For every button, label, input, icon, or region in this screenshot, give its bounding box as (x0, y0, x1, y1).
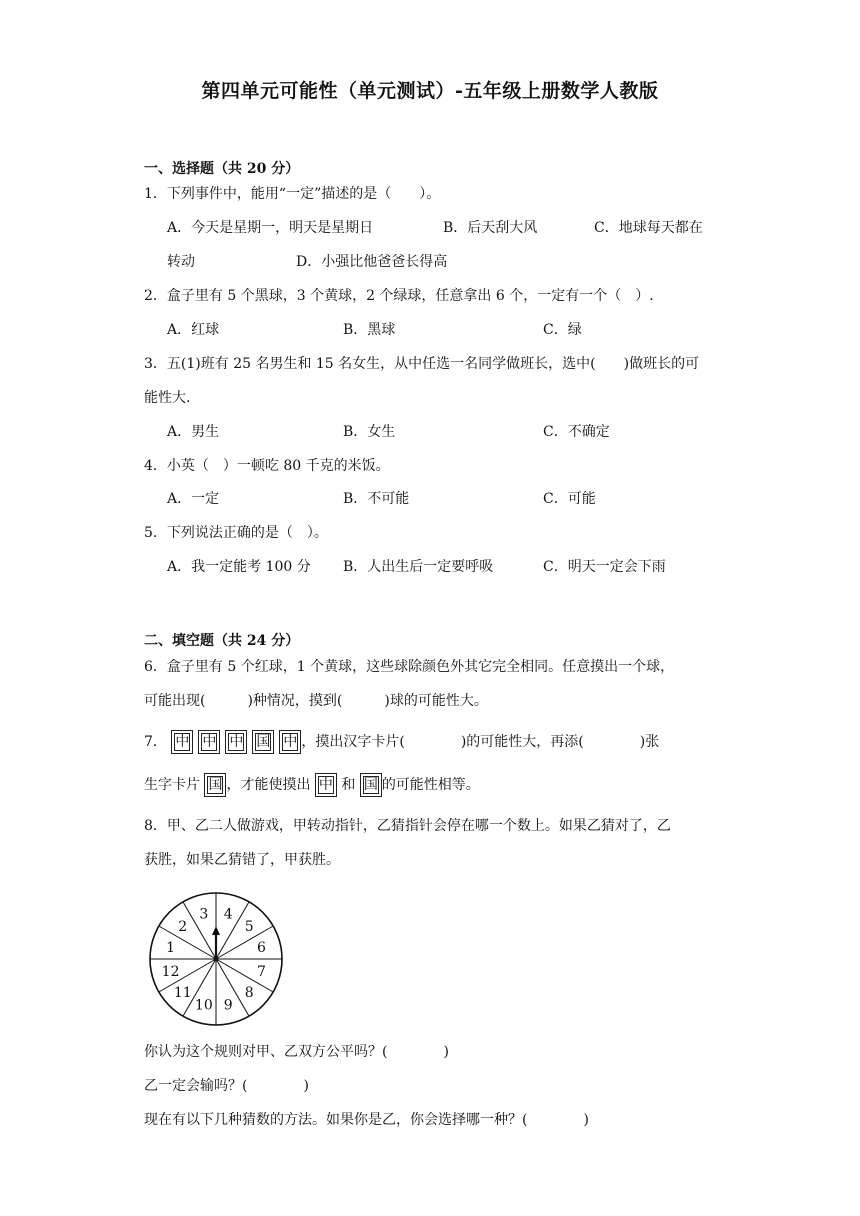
q7-card-3: 中 (225, 730, 247, 754)
q7-line1 (144, 729, 659, 755)
q2-option-b: B．黑球 (343, 322, 396, 338)
spinner-number: 8 (244, 985, 254, 1002)
q7-text3: ，才能使摸出 (226, 777, 311, 793)
q5-option-b: B．人出生后一定要呼吸 (343, 559, 494, 575)
q8-ask2: 乙一定会输吗？( ) (144, 1078, 309, 1094)
spinner-number: 2 (178, 918, 188, 935)
q7-text4: 和 (341, 777, 356, 793)
q1-option-b: B．后天刮大风 (443, 220, 538, 236)
q4-option-a: A．一定 (167, 491, 220, 507)
q7-card-5: 中 (279, 730, 301, 754)
q7-card-2: 中 (198, 730, 220, 754)
spinner-number: 10 (194, 997, 213, 1014)
spinner-hub (214, 957, 219, 962)
q7-text1: ，摸出汉字卡片( )的可能性大，再添( )张 (301, 734, 660, 750)
spinner-number: 5 (244, 918, 254, 935)
spinner-wheel (146, 889, 286, 1029)
spinner-number: 4 (223, 906, 233, 923)
q8-ask3: 现在有以下几种猜数的方法。如果你是乙，你会选择哪一种？( ) (144, 1112, 589, 1128)
section-heading-fill: 二、填空题（共 24 分） (144, 633, 300, 649)
q7-text5: 的可能性相等。 (381, 777, 480, 793)
q5-stem: 5．下列说法正确的是（ ）。 (144, 525, 328, 541)
q4-stem: 4．小英（ ）一顿吃 80 千克的米饭。 (144, 458, 390, 474)
q4-option-c: C．可能 (543, 491, 596, 507)
q6-line2: 可能出现( )种情况，摸到( )球的可能性大。 (144, 693, 488, 709)
q1-option-d: D．小强比他爸爸长得高 (296, 254, 448, 270)
q8-ask1: 你认为这个规则对甲、乙双方公平吗？( ) (144, 1044, 449, 1060)
q6-line1: 6．盒子里有 5 个红球，1 个黄球，这些球除颜色外其它完全相同。任意摸出一个球， (144, 659, 675, 675)
q8-line1: 8．甲、乙二人做游戏，甲转动指针，乙猜指针会停在哪一个数上。如果乙猜对了，乙 (144, 818, 671, 834)
page-title: 第四单元可能性（单元测试）-五年级上册数学人教版 (201, 80, 659, 102)
spinner-number: 6 (256, 939, 266, 956)
spinner-number: 3 (199, 906, 209, 923)
q8-line2: 获胜，如果乙猜错了，甲获胜。 (144, 852, 340, 868)
q7-card-1: 中 (171, 730, 193, 754)
q1-stem: 1．下列事件中，能用“一定”描述的是（ ）。 (144, 186, 441, 202)
q1-option-a: A．今天是星期一，明天是星期日 (167, 220, 374, 236)
q7-card-guo-2: 国 (360, 773, 382, 797)
q3-stem-line1: 3．五(1)班有 25 名男生和 15 名女生，从中任选一名同学做班长，选中( )做班长的可 (144, 356, 700, 372)
q7-card-4: 国 (252, 730, 274, 754)
spinner-number: 7 (256, 964, 266, 981)
q5-option-c: C．明天一定会下雨 (543, 559, 666, 575)
q7-card-guo: 国 (204, 773, 226, 797)
q3-stem-line2: 能性大. (144, 390, 191, 406)
spinner-number: 12 (161, 964, 180, 981)
q5-option-a: A．我一定能考 100 分 (167, 559, 311, 575)
section-heading-choice: 一、选择题（共 20 分） (144, 161, 300, 177)
q2-stem: 2．盒子里有 5 个黑球，3 个黄球，2 个绿球，任意拿出 6 个，一定有一个（ ）. (144, 288, 654, 304)
q7-text2: 生字卡片 (144, 777, 200, 793)
q3-option-a: A．男生 (167, 424, 220, 440)
q3-option-c: C．不确定 (543, 424, 610, 440)
q1-option-c-continuation: 转动 (167, 254, 195, 270)
q3-option-b: B．女生 (343, 424, 396, 440)
spinner-number: 1 (166, 939, 176, 956)
q2-option-a: A．红球 (167, 322, 220, 338)
q4-option-b: B．不可能 (343, 491, 410, 507)
spinner-number: 9 (223, 997, 233, 1014)
q2-option-c: C．绿 (543, 322, 582, 338)
q7-number: 7． (144, 734, 167, 750)
spinner-number: 11 (173, 985, 192, 1002)
q7-card-zhong: 中 (315, 773, 337, 797)
q1-option-c: C．地球每天都在 (594, 220, 703, 236)
q7-line2 (144, 772, 480, 798)
